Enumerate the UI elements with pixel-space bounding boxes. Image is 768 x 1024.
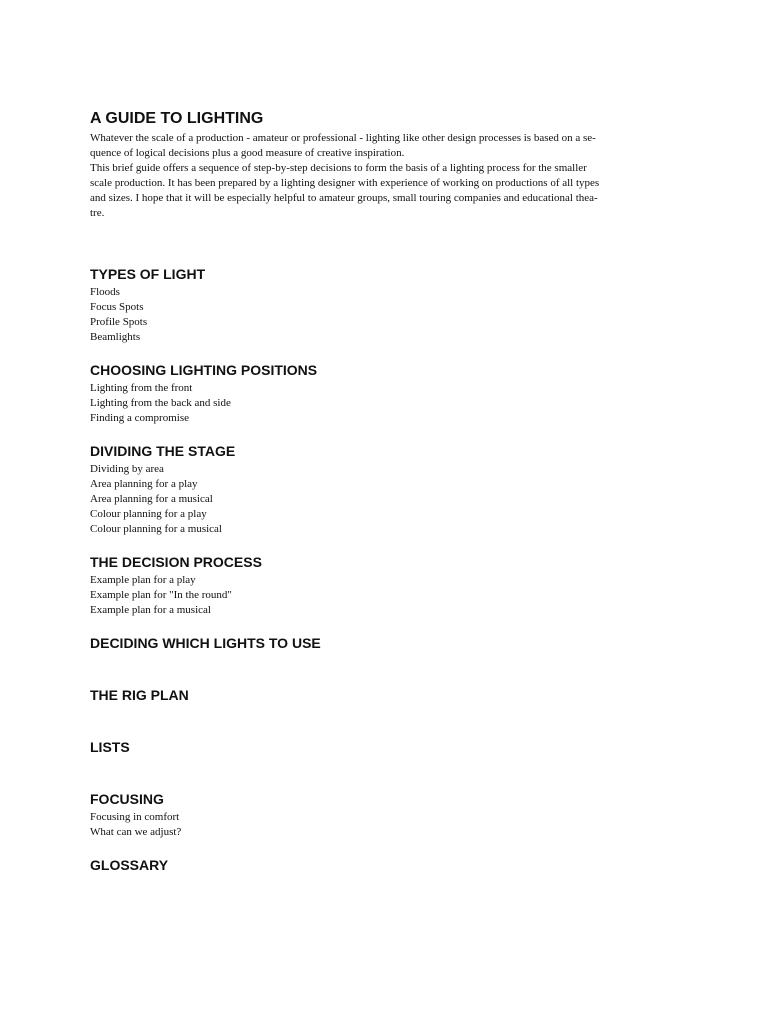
section-heading: DIVIDING THE STAGE [90, 443, 236, 459]
section-item: What can we adjust? [90, 826, 182, 838]
document-page [90, 109, 680, 876]
section-deciding-which-lights-to-use [90, 634, 680, 652]
document-title: A GUIDE TO LIGHTING [90, 110, 264, 127]
intro-line: scale production. It has been prepared by a lighting designer with experience of working on productions of all types [90, 177, 600, 189]
section-heading: THE DECISION PROCESS [90, 554, 262, 570]
section-the-decision-process [90, 553, 680, 618]
intro-line: tre. [90, 207, 105, 219]
section-choosing-lighting-positions [90, 361, 680, 426]
section-heading: TYPES OF LIGHT [90, 266, 206, 282]
section-item: Profile Spots [90, 316, 148, 328]
section-item: Lighting from the back and side [90, 397, 231, 409]
section-item-list [90, 810, 680, 840]
section-heading: DECIDING WHICH LIGHTS TO USE [90, 635, 321, 651]
section-heading: GLOSSARY [90, 857, 169, 873]
section-item: Focus Spots [90, 301, 144, 313]
section-item: Area planning for a musical [90, 493, 213, 505]
section-item: Dividing by area [90, 463, 164, 475]
section-item: Lighting from the front [90, 382, 193, 394]
section-lists [90, 738, 680, 756]
section-item: Colour planning for a play [90, 508, 207, 520]
section-heading: FOCUSING [90, 791, 164, 807]
section-heading: LISTS [90, 739, 130, 755]
section-item: Area planning for a play [90, 478, 198, 490]
section-item: Focusing in comfort [90, 811, 180, 823]
intro-line: This brief guide offers a sequence of step-by-step decisions to form the basis of a lighting process for the smaller [90, 162, 587, 174]
section-item: Colour planning for a musical [90, 523, 222, 535]
section-item: Beamlights [90, 331, 141, 343]
section-dividing-the-stage [90, 442, 680, 537]
section-item: Example plan for a musical [90, 604, 211, 616]
intro-line: quence of logical decisions plus a good measure of creative inspiration. [90, 147, 405, 159]
section-types-of-light [90, 265, 680, 345]
section-heading: THE RIG PLAN [90, 687, 189, 703]
section-item: Example plan for a play [90, 574, 196, 586]
section-item: Finding a compromise [90, 412, 189, 424]
intro-paragraph [90, 131, 680, 221]
intro-line: and sizes. I hope that it will be especially helpful to amateur groups, small touring companies and educational thea- [90, 192, 598, 204]
section-item-list [90, 462, 680, 537]
section-item: Floods [90, 286, 120, 298]
section-the-rig-plan [90, 686, 680, 704]
section-item-list [90, 381, 680, 426]
section-heading: CHOOSING LIGHTING POSITIONS [90, 362, 318, 378]
section-item-list [90, 573, 680, 618]
section-item-list [90, 285, 680, 345]
section-glossary [90, 856, 680, 874]
section-item: Example plan for "In the round" [90, 589, 232, 601]
intro-line: Whatever the scale of a production - amateur or professional - lighting like other design processes is based on a se- [90, 132, 596, 144]
section-focusing [90, 790, 680, 840]
